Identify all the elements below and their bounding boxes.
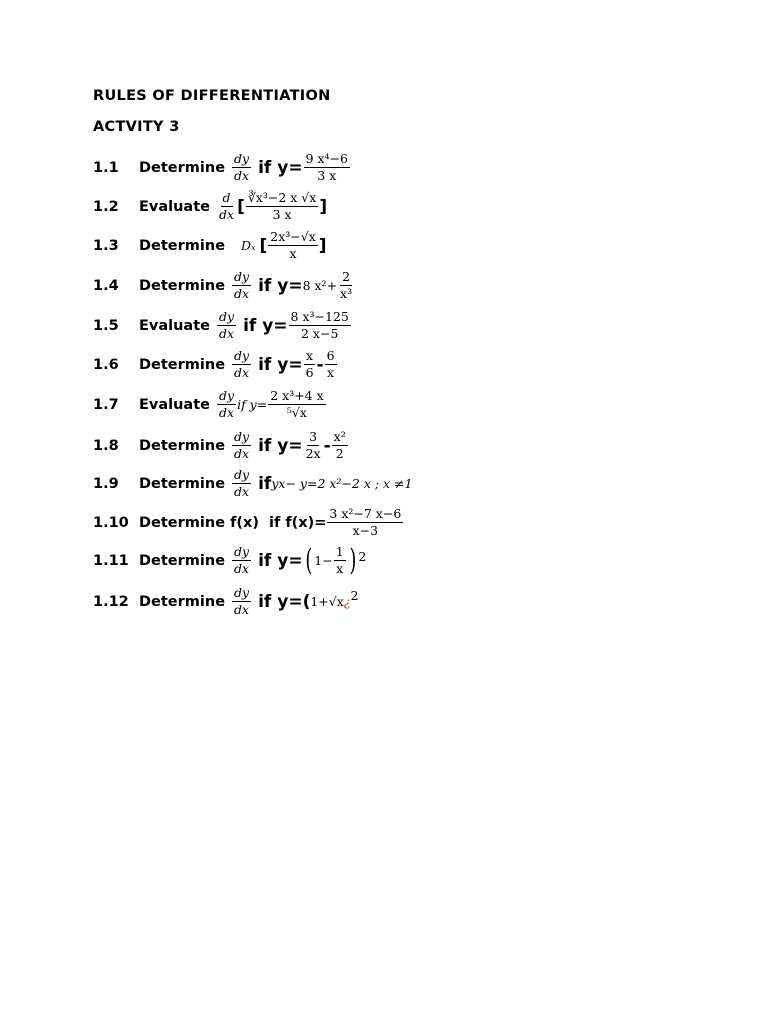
problem-number: 1.10 (93, 514, 129, 531)
problem-verb: Determine (139, 237, 226, 254)
expression-fraction: $\frac{\text{9 x⁴−6}}{3 x}$ (305, 151, 348, 184)
open-bracket: [ (237, 196, 245, 217)
problem-verb: Determine (139, 356, 226, 373)
problem-verb: Determine (139, 437, 226, 454)
document-title: RULES OF DIFFERENTIATION (93, 88, 331, 104)
document-page (93, 86, 713, 618)
problem-1-2 (93, 191, 327, 223)
expression: 1+√x (310, 594, 344, 610)
dydx-fraction: $\frac{dy}{dx}$ (234, 429, 250, 462)
problem-verb: Determine (139, 593, 226, 610)
problem-number: 1.4 (93, 277, 119, 294)
problem-verb: Determine (139, 552, 226, 569)
broken-glyph: ¿ (343, 594, 351, 610)
expression-lead: 8 x²+ (302, 278, 338, 294)
if-label: if (258, 473, 272, 494)
exponent: 2 (358, 549, 367, 564)
minus-sign: - (316, 354, 324, 375)
expression-fraction: $\frac{\text{∛x³−2 x √x}}{3 x}$ (247, 190, 317, 223)
derivative-operator: Dₓ (241, 238, 256, 254)
problem-verb: Evaluate (139, 317, 210, 334)
if-label: if y= (258, 157, 303, 178)
if-label: if y=( (258, 591, 311, 612)
problem-1-11 (93, 542, 367, 578)
dydx-fraction: $\frac{dy}{dx}$ (234, 348, 250, 381)
problem-number: 1.7 (93, 396, 119, 413)
minus-sign: - (323, 435, 331, 456)
expression-fraction: $\frac{x}{6}$ (305, 348, 314, 381)
dydx-fraction: $\frac{dy}{dx}$ (219, 388, 235, 421)
expression-lead: 1− (314, 553, 333, 569)
expression-fraction: $\frac{1}{x}$ (335, 544, 344, 577)
if-label: if y= (258, 435, 303, 456)
problem-1-4 (93, 270, 355, 302)
expression-fraction: $\frac{\text{2x³−√x}}{x}$ (270, 229, 316, 262)
problem-1-8 (93, 430, 349, 462)
problem-number: 1.2 (93, 198, 119, 215)
problem-verb: Determine (139, 475, 226, 492)
expression: yx− y=2 x²−2 x ; x ≠1 (271, 476, 413, 492)
problem-number: 1.9 (93, 475, 119, 492)
if-label: if f(x)= (269, 514, 327, 531)
open-paren: ( (304, 542, 312, 578)
exponent: 2 (350, 588, 359, 603)
expression-fraction-2: $\frac{\text{x²}}{2}$ (333, 429, 346, 462)
problem-1-5 (93, 310, 352, 342)
if-label: if y= (237, 397, 268, 413)
expression-fraction: $\frac{2}{\text{x³}}$ (340, 269, 353, 302)
problem-verb: Evaluate (139, 198, 210, 215)
dydx-fraction: $\frac{dy}{dx}$ (219, 309, 235, 342)
problem-verb: Evaluate (139, 396, 210, 413)
if-label: if y= (258, 354, 303, 375)
dydx-fraction: $\frac{dy}{dx}$ (234, 544, 250, 577)
dydx-fraction: $\frac{dy}{dx}$ (234, 269, 250, 302)
dydx-fraction: $\frac{dy}{dx}$ (234, 467, 250, 500)
problem-verb: Determine f(x) (139, 514, 259, 531)
problem-number: 1.8 (93, 437, 119, 454)
expression-fraction: $\frac{\text{3 x²−7 x−6}}{x-3}$ (329, 506, 402, 539)
problem-number: 1.12 (93, 593, 129, 610)
problem-number: 1.6 (93, 356, 119, 373)
problem-number: 1.11 (93, 552, 129, 569)
if-label: if y= (258, 550, 303, 571)
document-subtitle: ACTVITY 3 (93, 119, 180, 135)
expression-fraction: $\frac{3}{2x}$ (305, 429, 321, 462)
dydx-fraction: $\frac{dy}{dx}$ (234, 151, 250, 184)
open-bracket: [ (259, 235, 268, 256)
expression-fraction-2: $\frac{6}{x}$ (326, 348, 335, 381)
expression-fraction: $\frac{\text{2 x³+4 x}}{\text{⁵√x}}$ (270, 388, 324, 421)
dydx-fraction: $\frac{dy}{dx}$ (234, 585, 250, 618)
close-bracket: ] (318, 235, 327, 256)
problem-1-10 (93, 507, 404, 539)
problem-number: 1.1 (93, 159, 119, 176)
problem-1-9 (93, 468, 412, 500)
close-paren: ) (349, 542, 357, 578)
expression-fraction: $\frac{\text{8 x³−125}}{2 x-5}$ (290, 309, 349, 342)
problem-verb: Determine (139, 277, 226, 294)
problem-1-6 (93, 349, 338, 381)
if-label: if y= (243, 315, 288, 336)
problem-number: 1.3 (93, 237, 119, 254)
ddx-fraction: $\frac{d}{dx}$ (219, 190, 235, 223)
problem-1-3 (93, 230, 327, 262)
problem-verb: Determine (139, 159, 226, 176)
if-label: if y= (258, 275, 303, 296)
problem-1-7 (93, 389, 327, 421)
problem-1-12 (93, 586, 358, 618)
problem-number: 1.5 (93, 317, 119, 334)
close-bracket: ] (319, 196, 328, 217)
problem-1-1 (93, 152, 351, 184)
